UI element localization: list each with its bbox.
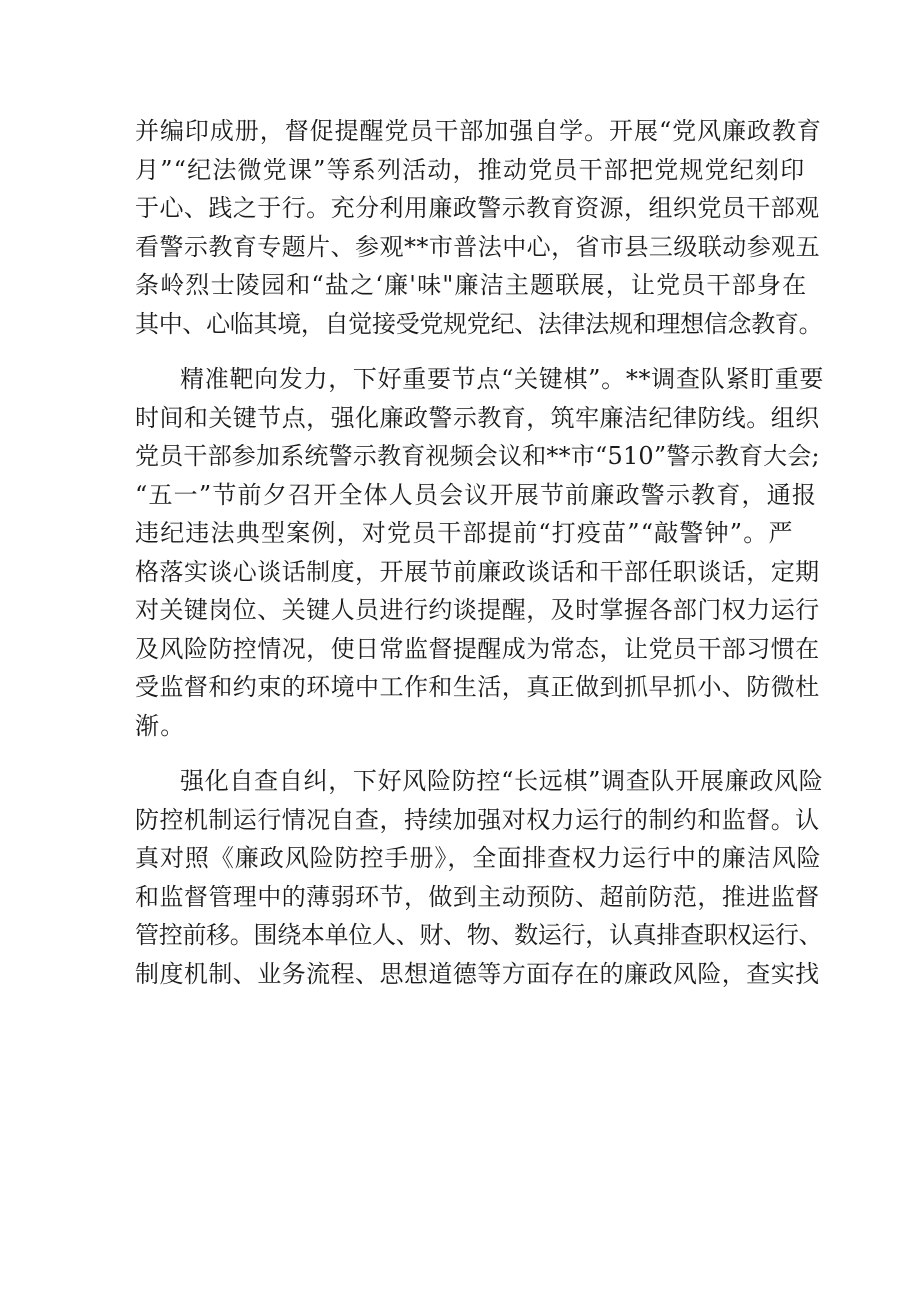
text-line: 时间和关键节点，强化廉政警示教育，筑牢廉洁纪律防线。组织 <box>135 403 820 432</box>
text-line: 看警示教育专题片、参观**市普法中心，省市县三级联动参观五 <box>135 232 821 261</box>
text-line: 并编印成册，督促提醒党员干部加强自学。开展“党风廉政教育 <box>135 117 822 145</box>
text-line: 防控机制运行情况自查，持续加强对权力运行的制约和监督。认 <box>135 805 820 834</box>
text-line: 于心、践之于行。充分利用廉政警示教育资源，组织党员干部观 <box>135 194 820 222</box>
text-line: 违纪违法典型案例，对党员干部提前“打疫苗”“敲警钟”。严 <box>135 519 794 547</box>
text-line: 其中、心临其境，自觉接受党规党纪、法律法规和理想信念教育。 <box>135 309 823 338</box>
text-line: 格落实谈心谈话制度，开展节前廉政谈话和干部任职谈话，定期 <box>135 557 820 586</box>
text-line: 受监督和约束的环境中工作和生活，真正做到抓早抓小、防微杜 <box>135 673 820 701</box>
text-line: 制度机制、业务流程、思想道德等方面存在的廉政风险，查实找 <box>135 959 820 988</box>
paragraph-gap <box>162 745 810 762</box>
paragraph-1 <box>135 112 823 343</box>
text-line: 月”“纪法微党课”等系列活动，推动党员干部把党规党纪刻印 <box>135 155 806 184</box>
text-line: 条岭烈士陵园和“盐之‘廉'味"廉洁主题联展，让党员干部身在 <box>135 271 808 299</box>
text-line: 和监督管理中的薄弱环节，做到主动预防、超前防范，推进监督 <box>135 882 820 911</box>
text-line: 对关键岗位、关键人员进行约谈提醒，及时掌握各部门权力运行 <box>135 596 820 624</box>
paragraph-gap <box>162 343 810 360</box>
paragraph-3 <box>135 762 824 993</box>
text-line: 管控前移。围绕本单位人、财、物、数运行，认真排查职权运行、 <box>135 921 823 949</box>
paragraph-2 <box>135 360 825 745</box>
document-body <box>135 112 825 993</box>
text-line: 精准靶向发力，下好重要节点“关键棋”。**调查队紧盯重要 <box>180 365 825 393</box>
text-line: 党员干部参加系统警示教育视频会议和**市“510”警示教育大会; <box>135 442 820 470</box>
text-line: 渐。 <box>135 711 186 740</box>
text-line: 强化自查自纠，下好风险防控“长远棋”调查队开展廉政风险 <box>180 767 824 795</box>
text-line: 真对照《廉政风险防控手册》，全面排查权力运行中的廉洁风险 <box>135 844 822 872</box>
text-line: 及风险防控情况，使日常监督提醒成为常态，让党员干部习惯在 <box>135 634 820 663</box>
text-line: “五一”节前夕召开全体人员会议开展节前廉政警示教育，通报 <box>135 480 818 509</box>
